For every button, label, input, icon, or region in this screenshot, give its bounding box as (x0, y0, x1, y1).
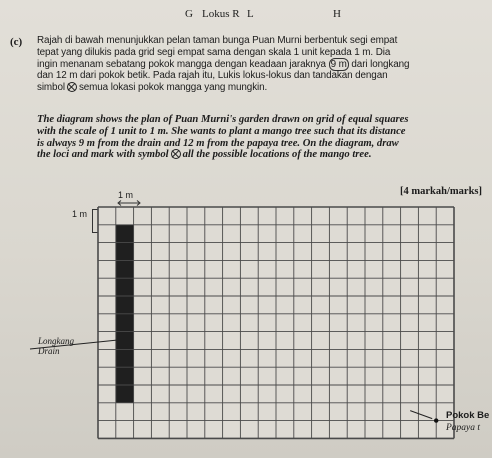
english-line-1: The diagram shows the plan of Puan Murni's garden drawn on grid of equal squares (37, 114, 409, 125)
papaya-tree-label (446, 410, 489, 434)
malay-line-2: tepat yang dilukis pada grid segi empat sama dengan skala 1 unit kepada 1 m. Dia (37, 46, 391, 58)
label-h: H (333, 8, 341, 20)
malay-line-1: Rajah di bawah menunjukkan pelan taman bunga Puan Murni berbentuk segi empat (37, 35, 398, 46)
label-lokus-r: Lokus R (202, 8, 240, 20)
english-line-2: with the scale of 1 unit to 1 m. She wants to plant a mango tree such that its distance (37, 125, 406, 137)
label-g: G (185, 8, 193, 20)
distance-highlight: 9 m (330, 58, 347, 70)
papaya-tree-point (434, 418, 438, 422)
drain-label (38, 336, 74, 356)
scale-label-top: 1 m (118, 190, 134, 200)
question-number: (c) (10, 36, 23, 48)
english-line-4: the loci and mark with symbol all the possible locations of the mango tree. (37, 149, 372, 161)
english-line-3: is always 9 m from the drain and 12 m from the papaya tree. On the diagram, draw (37, 137, 399, 149)
marks-label: [4 markah/marks] (400, 186, 482, 197)
malay-line-4: dan 12 m dari pokok betik. Pada rajah itu, Lukis lokus-lokus dan tandakan dengan (37, 70, 388, 82)
tree-label-english: Papaya t (446, 423, 481, 433)
tree-label-malay: Pokok Be (446, 410, 490, 421)
scale-label-left: 1 m (72, 209, 88, 219)
label-l: L (247, 8, 254, 20)
drain-label-english: Drain (38, 346, 60, 356)
malay-line-3: ingin menanam sebatang pokok mangga dengan keadaan jaraknya 9 m dari longkang (37, 58, 410, 70)
drain-label-malay: Longkang (38, 336, 74, 346)
malay-line-5: simbol semua lokasi pokok mangga yang mungkin. (37, 82, 268, 94)
